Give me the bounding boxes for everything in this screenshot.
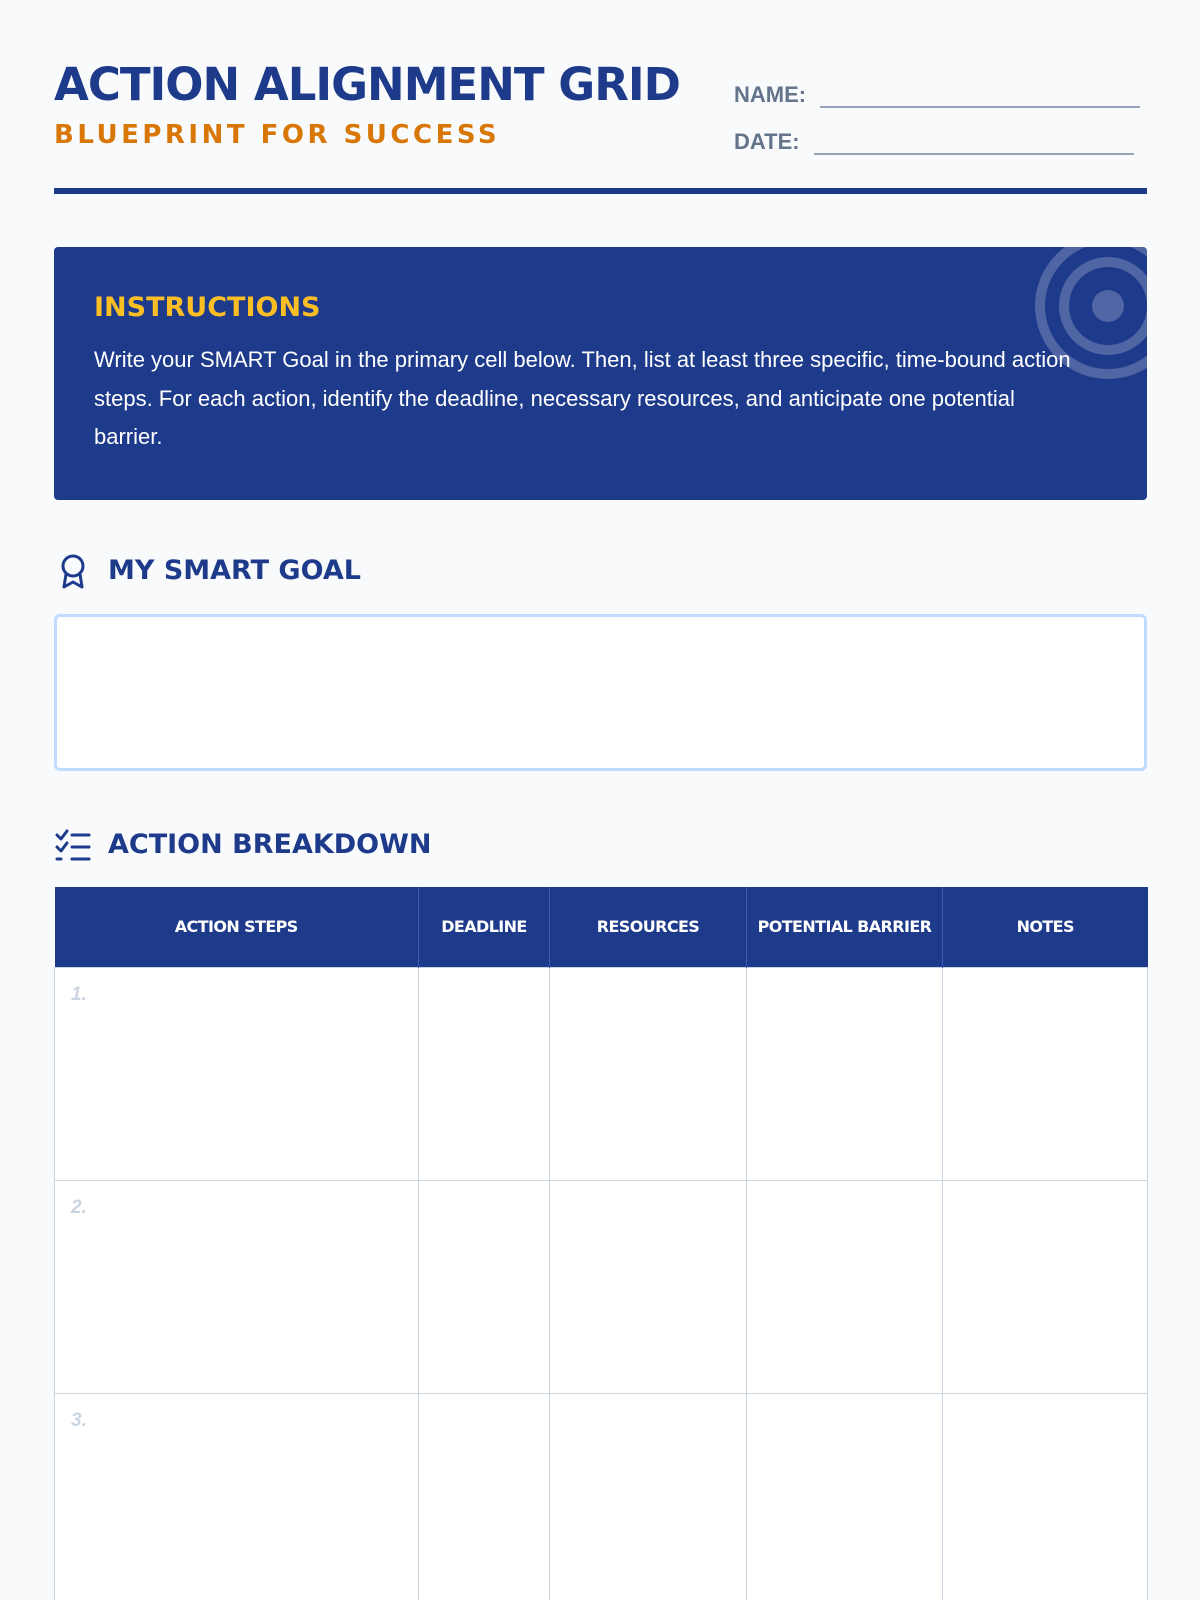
step-number: 3. xyxy=(71,1409,87,1431)
action-step-cell[interactable] xyxy=(55,967,419,1180)
resources-cell[interactable] xyxy=(550,1180,747,1393)
table-header-row xyxy=(55,887,1148,967)
action-step-cell[interactable] xyxy=(55,1393,419,1600)
deadline-cell[interactable] xyxy=(419,1180,550,1393)
name-field-row xyxy=(734,80,1140,108)
column-header-action-steps: ACTION STEPS xyxy=(55,887,419,967)
header xyxy=(54,56,1147,194)
award-ribbon-icon xyxy=(54,552,92,590)
column-header-deadline: DEADLINE xyxy=(419,887,550,967)
instructions-panel xyxy=(54,247,1147,500)
smart-goal-input[interactable] xyxy=(54,614,1147,771)
instructions-text: Write your SMART Goal in the primary cell below. Then, list at least three specific, time-bound action steps. For each action, identify the deadline, necessary resources, and anticipate one potential barrier. xyxy=(94,347,1071,449)
deadline-cell[interactable] xyxy=(419,967,550,1180)
table-row xyxy=(55,1180,1148,1393)
date-field-row xyxy=(734,127,1134,155)
resources-cell[interactable] xyxy=(550,1393,747,1600)
barrier-cell[interactable] xyxy=(747,1393,943,1600)
notes-cell[interactable] xyxy=(943,967,1148,1180)
checklist-icon xyxy=(54,826,92,864)
step-number: 2. xyxy=(71,1196,87,1218)
notes-cell[interactable] xyxy=(943,1180,1148,1393)
page-title: ACTION ALIGNMENT GRID xyxy=(54,58,680,111)
barrier-cell[interactable] xyxy=(747,967,943,1180)
column-header-potential-barrier: POTENTIAL BARRIER xyxy=(747,887,943,967)
target-icon xyxy=(1033,247,1147,381)
action-breakdown-heading xyxy=(54,826,432,864)
table-row xyxy=(55,1393,1148,1600)
action-breakdown-title: ACTION BREAKDOWN xyxy=(108,829,432,860)
worksheet-page xyxy=(54,0,1147,1600)
action-step-cell[interactable] xyxy=(55,1180,419,1393)
step-number: 1. xyxy=(71,983,87,1005)
column-header-resources: RESOURCES xyxy=(550,887,747,967)
name-input[interactable] xyxy=(820,80,1140,108)
barrier-cell[interactable] xyxy=(747,1180,943,1393)
resources-cell[interactable] xyxy=(550,967,747,1180)
smart-goal-heading xyxy=(54,552,361,590)
notes-cell[interactable] xyxy=(943,1393,1148,1600)
page-subtitle: BLUEPRINT FOR SUCCESS xyxy=(54,120,501,150)
name-label: NAME: xyxy=(734,82,807,107)
deadline-cell[interactable] xyxy=(419,1393,550,1600)
smart-goal-title: MY SMART GOAL xyxy=(108,555,361,586)
column-header-notes: NOTES xyxy=(943,887,1148,967)
action-table xyxy=(54,887,1148,1600)
table-row xyxy=(55,967,1148,1180)
instructions-heading: INSTRUCTIONS xyxy=(94,292,321,323)
date-input[interactable] xyxy=(814,127,1134,155)
date-label: DATE: xyxy=(734,129,800,154)
